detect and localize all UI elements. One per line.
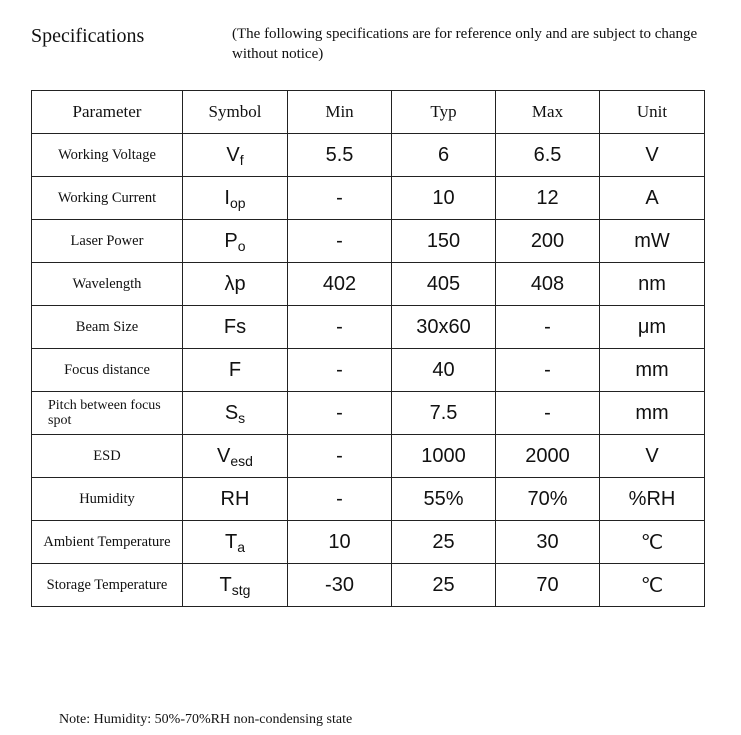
- symbol-main: V: [226, 143, 240, 166]
- typ-cell: 405: [392, 263, 496, 306]
- min-cell: -: [288, 177, 392, 220]
- max-cell: 70%: [496, 478, 600, 521]
- unit-cell: mW: [600, 220, 705, 263]
- header-typ: Typ: [392, 91, 496, 134]
- unit-cell: μm: [600, 306, 705, 349]
- typ-cell: 1000: [392, 435, 496, 478]
- symbol-subscript: a: [237, 538, 245, 555]
- header-unit: Unit: [600, 91, 705, 134]
- typ-cell: 150: [392, 220, 496, 263]
- table-row: [32, 435, 705, 478]
- symbol-cell: [183, 521, 288, 564]
- symbol-cell: [183, 263, 288, 306]
- min-cell: 402: [288, 263, 392, 306]
- parameter-cell: Focus distance: [32, 349, 183, 392]
- symbol-main: P: [224, 229, 238, 252]
- header-max: Max: [496, 91, 600, 134]
- symbol-subscript: esd: [230, 452, 253, 469]
- table-row: [32, 220, 705, 263]
- typ-cell: 10: [392, 177, 496, 220]
- header-symbol: Symbol: [183, 91, 288, 134]
- max-cell: 200: [496, 220, 600, 263]
- parameter-cell: Storage Temperature: [32, 564, 183, 607]
- symbol-subscript: f: [239, 151, 244, 168]
- unit-cell: V: [600, 134, 705, 177]
- typ-cell: 6: [392, 134, 496, 177]
- header-parameter: Parameter: [32, 91, 183, 134]
- table-row: [32, 263, 705, 306]
- humidity-note: Note: Humidity: 50%-70%RH non-condensing state: [59, 712, 353, 727]
- min-cell: -: [288, 478, 392, 521]
- symbol-main: S: [224, 401, 239, 424]
- symbol-cell: [183, 220, 288, 263]
- unit-cell: mm: [600, 349, 705, 392]
- table-row: [32, 521, 705, 564]
- typ-cell: 40: [392, 349, 496, 392]
- symbol-cell: [183, 435, 288, 478]
- max-cell: 70: [496, 564, 600, 607]
- symbol-main: F: [228, 358, 242, 381]
- symbol-subscript: p: [234, 272, 246, 295]
- symbol-cell: [183, 177, 288, 220]
- typ-cell: 7.5: [392, 392, 496, 435]
- min-cell: 10: [288, 521, 392, 564]
- min-cell: -: [288, 220, 392, 263]
- symbol-cell: [183, 349, 288, 392]
- max-cell: 30: [496, 521, 600, 564]
- min-cell: -: [288, 349, 392, 392]
- max-cell: 6.5: [496, 134, 600, 177]
- max-cell: 408: [496, 263, 600, 306]
- parameter-cell: Beam Size: [32, 306, 183, 349]
- min-cell: -30: [288, 564, 392, 607]
- unit-cell: mm: [600, 392, 705, 435]
- min-cell: -: [288, 435, 392, 478]
- symbol-cell: [183, 134, 288, 177]
- symbol-subscript: s: [236, 315, 247, 338]
- table-row: [32, 177, 705, 220]
- table-row: [32, 134, 705, 177]
- page-title: Specifications: [31, 25, 145, 47]
- symbol-cell: [183, 392, 288, 435]
- max-cell: 2000: [496, 435, 600, 478]
- parameter-cell: ESD: [32, 435, 183, 478]
- max-cell: -: [496, 392, 600, 435]
- table-row: [32, 306, 705, 349]
- min-cell: -: [288, 392, 392, 435]
- symbol-main: RH: [220, 487, 250, 510]
- parameter-cell: Laser Power: [32, 220, 183, 263]
- parameter-cell: Working Voltage: [32, 134, 183, 177]
- symbol-subscript: o: [237, 237, 246, 254]
- min-cell: -: [288, 306, 392, 349]
- typ-cell: 55%: [392, 478, 496, 521]
- typ-cell: 25: [392, 521, 496, 564]
- unit-cell: ℃: [600, 521, 705, 564]
- table-row: [32, 349, 705, 392]
- parameter-cell: Pitch between focus spot: [32, 392, 183, 435]
- symbol-main: T: [224, 530, 238, 553]
- typ-cell: 25: [392, 564, 496, 607]
- symbol-main: I: [224, 186, 230, 209]
- table-header-row: [32, 91, 705, 134]
- symbol-subscript: stg: [231, 581, 251, 598]
- spec-notice: (The following specifications are for reference only and are subject to change without notice): [232, 26, 698, 62]
- max-cell: 12: [496, 177, 600, 220]
- symbol-subscript: op: [229, 194, 246, 211]
- symbol-main: λ: [224, 272, 235, 295]
- min-cell: 5.5: [288, 134, 392, 177]
- table-row: [32, 478, 705, 521]
- symbol-cell: [183, 306, 288, 349]
- table-row: [32, 392, 705, 435]
- symbol-cell: [183, 564, 288, 607]
- symbol-main: V: [217, 444, 231, 467]
- parameter-cell: Ambient Temperature: [32, 521, 183, 564]
- parameter-cell: Wavelength: [32, 263, 183, 306]
- unit-cell: nm: [600, 263, 705, 306]
- symbol-cell: [183, 478, 288, 521]
- unit-cell: %RH: [600, 478, 705, 521]
- unit-cell: A: [600, 177, 705, 220]
- unit-cell: ℃: [600, 564, 705, 607]
- symbol-main: F: [223, 315, 237, 338]
- table-row: [32, 564, 705, 607]
- max-cell: -: [496, 306, 600, 349]
- typ-cell: 30x60: [392, 306, 496, 349]
- symbol-main: T: [219, 573, 232, 596]
- unit-cell: V: [600, 435, 705, 478]
- parameter-cell: Working Current: [32, 177, 183, 220]
- max-cell: -: [496, 349, 600, 392]
- specifications-table: [31, 90, 705, 607]
- parameter-cell: Humidity: [32, 478, 183, 521]
- header-min: Min: [288, 91, 392, 134]
- symbol-subscript: s: [238, 409, 246, 426]
